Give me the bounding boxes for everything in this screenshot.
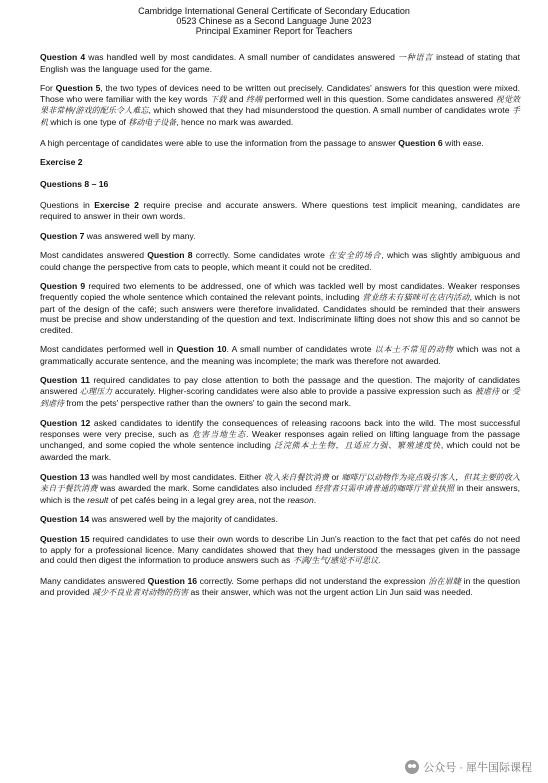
text-run: required candidates to use their own words to describe Lin Jun's reaction to the fact that pet cafés do not need to apply for a professional licence. Many candidates showed that they had understood the messages given in the passage and could then digest the information to produce answers such as bbox=[40, 534, 520, 566]
question-ref: Question 11 bbox=[40, 375, 90, 386]
text-run: required two elements to be addressed, one of which was tackled well by most candidates. Weaker responses frequently copied the whole sentence which contained the relevant points, including bbox=[40, 281, 520, 302]
question-ref: Question 14 bbox=[40, 514, 90, 525]
question-ref: Questions 8 – 16 bbox=[40, 178, 109, 189]
chinese-text: 手机 bbox=[40, 106, 520, 127]
paragraph bbox=[40, 83, 520, 128]
text-run: performed well in this question. Some candidates answered bbox=[262, 93, 496, 104]
text-run: result bbox=[87, 494, 109, 505]
text-run: A high percentage of candidates were able to use the information from the passage to answer bbox=[40, 137, 399, 148]
paragraph bbox=[40, 138, 520, 149]
text-run: require precise and accurate answers. Where questions test implicit meaning, candidates are required to answer in their own words. bbox=[40, 200, 520, 221]
text-run: was awarded the mark. Some candidates also included bbox=[97, 483, 315, 494]
question-ref: Question 15 bbox=[40, 534, 90, 544]
text-run: which was not a grammatically accurate sentence, and the meaning was incomplete; the mark was therefore not awarded. bbox=[40, 344, 521, 366]
text-run: reason bbox=[287, 494, 314, 505]
header-line-2: 0523 Chinese as a Second Language June 2023 bbox=[176, 16, 372, 27]
paragraph bbox=[40, 281, 520, 335]
header-line-1: Cambridge International General Certificate of Secondary Education bbox=[138, 6, 410, 16]
chinese-text: 泛浣熊本土生物，且适应力强、繁殖速度快 bbox=[274, 441, 441, 451]
question-ref: Question 8 bbox=[147, 250, 193, 261]
paragraph bbox=[40, 231, 520, 242]
chinese-text: 营业络未有猫咪可在店内活动 bbox=[362, 292, 470, 302]
chinese-text: 视觉效果非常棒/游戏的配乐令人难忘 bbox=[40, 94, 521, 116]
text-run: Questions in bbox=[40, 200, 95, 211]
paragraph bbox=[40, 534, 520, 567]
report-body bbox=[40, 52, 520, 608]
chinese-text: 咖啡厅以动物作为亮点吸引客人，但其主要的收入来自于餐饮消费 bbox=[40, 472, 521, 494]
chinese-text: 不满/生气/感觉不可思议 bbox=[292, 556, 379, 566]
text-run: , which could not be awarded the mark. bbox=[40, 440, 520, 463]
watermark bbox=[401, 757, 536, 777]
text-run: which is one type of bbox=[48, 116, 129, 127]
chinese-text: 经营者只需申请普通的咖啡厅营业执照 bbox=[314, 484, 455, 494]
wechat-icon bbox=[405, 760, 419, 774]
question-ref: Question 10 bbox=[176, 344, 227, 355]
text-run: . bbox=[378, 555, 381, 566]
page-header bbox=[0, 0, 548, 37]
text-run: was answered well by the majority of candidates. bbox=[89, 514, 278, 525]
text-run: or bbox=[329, 471, 342, 482]
question-ref: Question 6 bbox=[398, 137, 443, 148]
chinese-text: 下载 bbox=[210, 94, 227, 104]
question-ref: Question 13 bbox=[40, 471, 90, 482]
chinese-text: 收入来自餐饮消费 bbox=[264, 472, 329, 482]
chinese-text: 心理压力 bbox=[79, 387, 113, 397]
text-run: or bbox=[499, 386, 512, 397]
chinese-text: 移动电子设备 bbox=[128, 117, 177, 127]
header-line-3: Principal Examiner Report for Teachers bbox=[195, 26, 353, 37]
paragraph bbox=[40, 375, 520, 409]
text-run: was handled well by most candidates. A small number of candidates answered bbox=[85, 52, 399, 62]
chinese-text: 危害当地生态 bbox=[192, 429, 247, 439]
question-ref: Exercise 2 bbox=[94, 200, 139, 211]
text-run: with ease. bbox=[442, 137, 484, 148]
paragraph bbox=[40, 418, 520, 462]
text-run: , which showed that they had misunderstood the question. A small number of candidates wrote bbox=[148, 105, 512, 116]
text-run: in the question and provided bbox=[40, 575, 521, 598]
paragraph bbox=[40, 472, 520, 506]
chinese-text: 终端 bbox=[245, 94, 263, 104]
text-run: accurately. Higher-scoring candidates were also able to provide a passive expression such as bbox=[112, 386, 475, 397]
text-run: as their answer, which was not the urgent action Lin Jun said was needed. bbox=[188, 587, 473, 598]
text-run: . A small number of candidates wrote bbox=[226, 344, 375, 355]
chinese-text: 以本土不常见的动物 bbox=[374, 345, 454, 355]
paragraph bbox=[40, 52, 520, 74]
text-run: For bbox=[40, 83, 56, 94]
section-heading bbox=[40, 157, 520, 168]
paragraph bbox=[40, 344, 520, 366]
text-run: . Weaker responses again relied on lifting language from the passage unchanged, and some copied the whole sentence including bbox=[40, 428, 520, 451]
watermark-text: 公众号 · 犀牛国际课程 bbox=[423, 762, 532, 774]
paragraph bbox=[40, 514, 520, 525]
question-ref: Question 4 bbox=[40, 52, 86, 62]
text-run: Many candidates answered bbox=[40, 575, 148, 586]
question-ref: Question 12 bbox=[40, 418, 91, 429]
question-ref: Question 5 bbox=[55, 83, 101, 94]
question-ref: Question 16 bbox=[147, 575, 198, 586]
text-run: from the pets' perspective rather than the owners' to gain the second mark. bbox=[64, 397, 352, 408]
text-run: Most candidates performed well in bbox=[40, 344, 177, 355]
text-run: and bbox=[226, 93, 246, 104]
text-run: correctly. Some perhaps did not understand the expression bbox=[197, 575, 429, 586]
text-run: , hence no mark was awarded. bbox=[176, 116, 294, 127]
text-run: . bbox=[313, 494, 317, 505]
paragraph bbox=[40, 250, 520, 272]
paragraph bbox=[40, 576, 520, 599]
text-run: in their answers, which is the bbox=[40, 483, 521, 505]
chinese-text: 被虐待 bbox=[474, 387, 500, 397]
chinese-text: 一种语言 bbox=[398, 53, 433, 62]
chinese-text: 受到虐待 bbox=[40, 387, 520, 408]
chinese-text: 治在眉睫 bbox=[428, 576, 462, 586]
text-run: instead of stating that English was the language used for the game. bbox=[40, 52, 520, 74]
paragraph bbox=[40, 200, 520, 221]
text-run: , which was slightly ambiguous and could change the perspective from cats to people, which meant it could not be credited. bbox=[40, 250, 520, 272]
text-run: was answered well by many. bbox=[84, 230, 196, 241]
text-run: correctly. Some candidates wrote bbox=[192, 250, 329, 261]
question-ref: Question 7 bbox=[40, 230, 85, 241]
chinese-text: 在安全的场合 bbox=[328, 251, 382, 261]
question-ref: Question 9 bbox=[40, 281, 86, 292]
text-run: of pet cafés being in a legal grey area, not the bbox=[108, 494, 288, 505]
question-ref: Exercise 2 bbox=[40, 157, 83, 168]
text-run: , which is not part of the design of the café; such answers were therefore invalidated. Candidates should be reminded that their answers must be precise and show understanding of the question and text. Indiscriminate lifting does not show this and so cannot be credited. bbox=[40, 291, 520, 335]
chinese-text: 减少不良业者对动物的伤害 bbox=[92, 588, 189, 598]
text-run: was handled well by most candidates. Either bbox=[89, 471, 265, 482]
text-run: , the two types of devices need to be written out precisely. Candidates' answers for this question were mixed. Those who were familiar with the key words bbox=[40, 83, 520, 104]
section-heading bbox=[40, 179, 520, 190]
text-run: required candidates to pay close attention to both the passage and the question. The majority of candidates answered bbox=[40, 375, 520, 397]
text-run: asked candidates to identify the consequences of releasing racoons back into the wild. The most successful responses were very precise, such as bbox=[40, 418, 521, 439]
text-run: Most candidates answered bbox=[40, 250, 148, 261]
